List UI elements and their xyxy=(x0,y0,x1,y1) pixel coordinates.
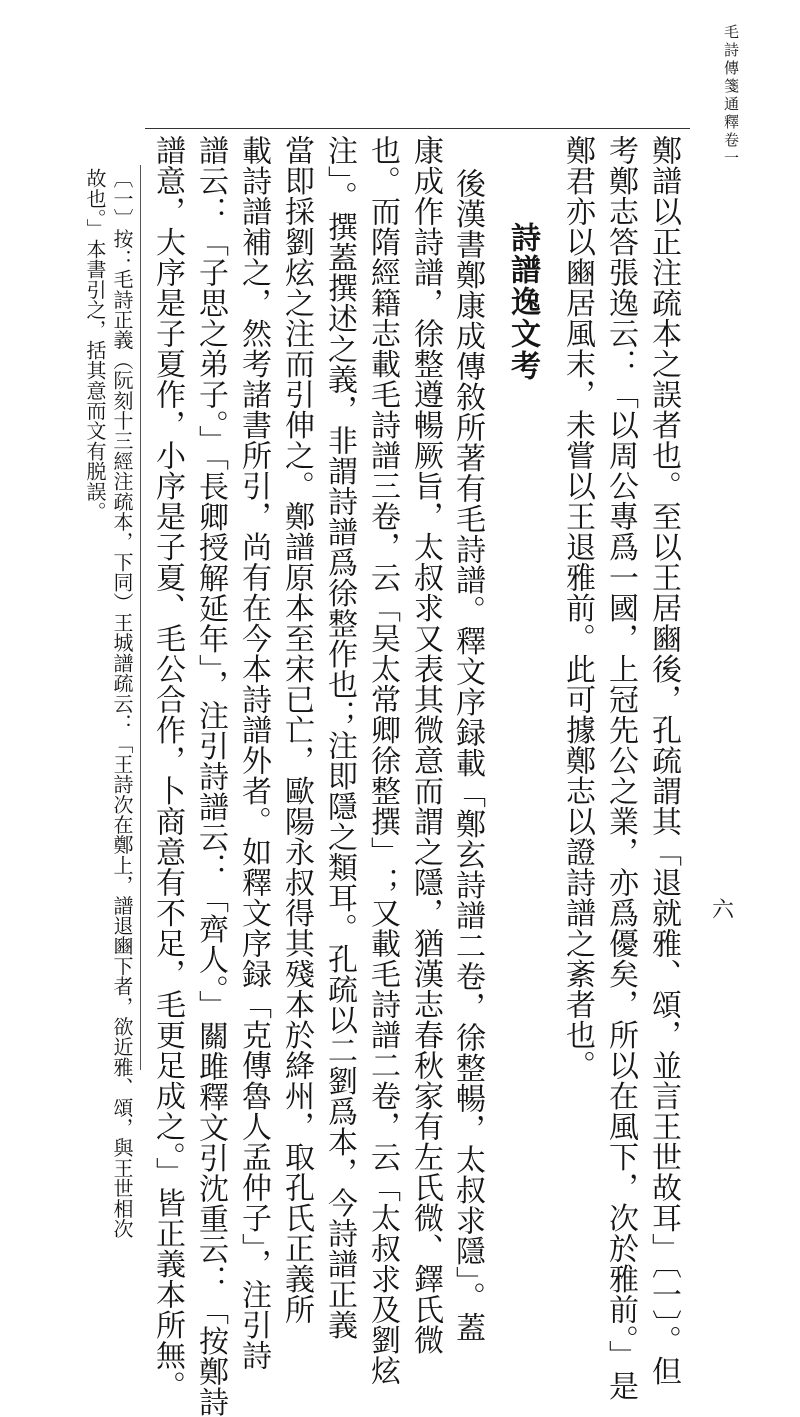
text-column: 載詩譜補之，然考諸書所引，尚有在今本詩譜外者。如釋文序録「克傳魯人孟仲子」，注引詩 xyxy=(236,135,271,1371)
text-column: 考鄭志答張逸云：「以周公專爲一國，上冠先公之業，亦爲優矣，所以在風下，次於雅前。」是 xyxy=(603,135,638,1401)
text-column: 注」。撰蓋撰述之義，非謂詩譜爲徐整作也；注即隱之類耳。孔疏以二劉爲本，今詩譜正義 xyxy=(322,135,357,1340)
text-column: 康成作詩譜，徐整遵暢厥旨，太叔求又表其微意而謂之隱，猶漢志春秋家有左氏微、鐸氏微 xyxy=(408,135,443,1355)
section-title: 詩譜逸文考 xyxy=(505,222,540,382)
page-number: 六 xyxy=(712,898,735,923)
text-column: 鄭君亦以豳居風末，未嘗以王退雅前。此可據鄭志以證詩譜之紊者也。 xyxy=(560,135,595,1081)
footnote-separator xyxy=(140,165,141,1070)
text-column: 後漢書鄭康成傳敘所著有毛詩譜。釋文序録載「鄭玄詩譜二卷，徐整暢，太叔求隱」。蓋 xyxy=(450,168,485,1343)
header-rule xyxy=(145,128,690,129)
text-column: 當即採劉炫之注而引伸之。鄭譜原本至宋已亡，歐陽永叔得其殘本於絳州，取孔氏正義所 xyxy=(279,135,314,1325)
text-column: 鄭譜以正注疏本之誤者也。至以王居豳後，孔疏謂其「退就雅、頌，並言王世故耳」〔一〕。但 xyxy=(646,135,681,1386)
text-column: 也。而隋經籍志載毛詩譜三卷，云「吴太常卿徐整撰」；又載毛詩譜二卷，云「太叔求及劉炫 xyxy=(365,135,400,1386)
footnote: 〔一〕按：毛詩正義（阮刻十三經注疏本，下同）王城譜疏云：「王詩次在鄭上，譜退豳下者，欲近雅、頌，與王世相次 xyxy=(110,168,134,1239)
text-column: 譜意，大序是子夏作，小序是子夏、毛公合作，卜商意有不足，毛更足成之。」皆正義本所無。 xyxy=(150,135,185,1401)
text-column: 譜云：「子思之弟子。」「長卿授解延年」，注引詩譜云：「齊人。」關雎釋文引沈重云：「按鄭詩 xyxy=(193,135,228,1417)
footnote: 故也。」本書引之，括其意而文有脱誤。 xyxy=(83,168,107,522)
running-title: 毛詩傳箋通釋卷一 xyxy=(722,24,740,168)
